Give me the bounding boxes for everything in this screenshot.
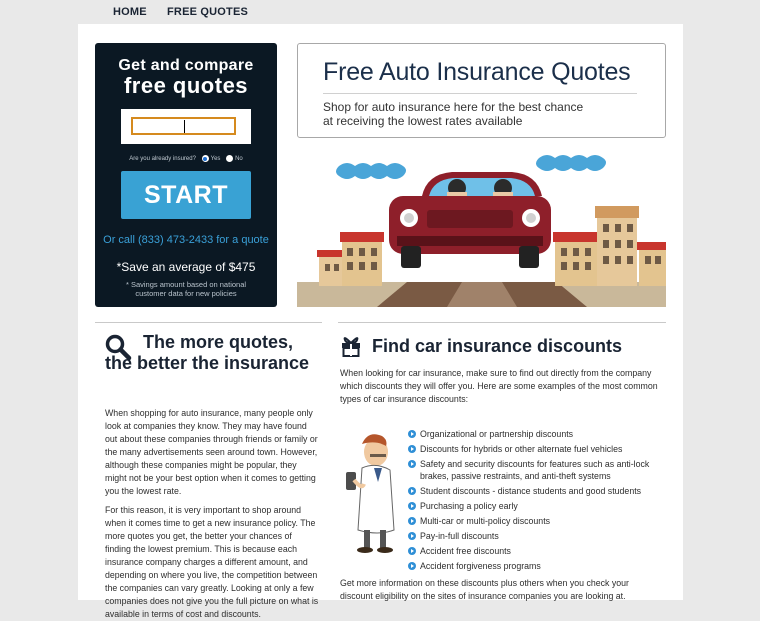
- arrow-right-circle-icon: [408, 532, 416, 540]
- more-quotes-heading-line2: the better the insurance: [105, 353, 310, 373]
- nav-home-link[interactable]: HOME: [113, 6, 147, 18]
- insured-no-radio[interactable]: [226, 155, 233, 162]
- top-nav: [0, 0, 760, 24]
- more-quotes-paragraph-2: For this reason, it is very important to shop around when it comes time to get a new insurance policy. The more quotes you get, the better your chances of finding the lowest premium. This is because each insurance company charges a different amount, and depending on where you live, the competition between the companies can vary greatly. Looking at only a few companies does not give you the full picture on what is available in terms of cost and discounts.: [105, 505, 319, 619]
- insured-question-label: Are you already insured?: [129, 156, 196, 163]
- insured-question-row: [95, 155, 277, 162]
- main-panel: [78, 24, 683, 619]
- text-cursor: [184, 120, 185, 133]
- page-title: Free Auto Insurance Quotes: [323, 58, 631, 86]
- arrow-right-circle-icon: [408, 562, 416, 570]
- savings-footnote-line1: * Savings amount based on national: [125, 280, 247, 289]
- save-average-text: *Save an average of $475: [116, 260, 256, 274]
- quote-box-heading-line1: Get and compare: [118, 57, 254, 74]
- list-item: Accident forgiveness programs: [408, 560, 658, 572]
- arrow-right-circle-icon: [408, 445, 416, 453]
- savings-footnote-line2: customer data for new policies: [135, 289, 237, 298]
- savings-footnote: [95, 280, 277, 298]
- list-item: Student discounts - distance students and good students: [408, 485, 658, 497]
- zip-input-wrapper: [121, 109, 251, 144]
- insured-yes-radio[interactable]: [202, 155, 209, 162]
- arrow-right-circle-icon: [408, 430, 416, 438]
- discounts-heading: Find car insurance discounts: [372, 336, 623, 356]
- arrow-right-circle-icon: [408, 487, 416, 495]
- list-item: Multi-car or multi-policy discounts: [408, 515, 658, 527]
- arrow-right-circle-icon: [408, 547, 416, 555]
- quote-box-heading-line2: free quotes: [123, 73, 249, 98]
- agent-character-illustration: [340, 432, 404, 557]
- discounts-outro: Get more information on these discounts plus others when you check your discount eligibility on the sites of insurance companies you are looking at.: [340, 578, 629, 601]
- call-for-quote-text: Or call (833) 473-2433 for a quote: [103, 234, 269, 246]
- arrow-right-circle-icon: [408, 502, 416, 510]
- nav-free-quotes-link[interactable]: FREE QUOTES: [167, 6, 249, 18]
- start-button[interactable]: START: [121, 171, 251, 219]
- gift-icon: [340, 335, 362, 357]
- list-item: Purchasing a policy early: [408, 500, 658, 512]
- more-quotes-heading: [105, 332, 320, 374]
- title-divider: [323, 93, 637, 94]
- list-item: Accident free discounts: [408, 545, 658, 557]
- insured-no-label: No: [235, 156, 243, 163]
- more-quotes-paragraph-1: When shopping for auto insurance, many people only look at companies they know. They may have found out about these companies through friends or family or the many advertisements seen around town. However, although these companies might be popular, they might not be your best option when it comes to getting you the lowest rate.: [105, 408, 318, 496]
- discounts-intro: When looking for car insurance, make sure to find out directly from the company which discounts they will offer you. Here are some examples of the most common types of car insurance discounts:: [340, 368, 658, 404]
- car-illustration-image: [297, 144, 666, 307]
- left-column-divider: [95, 322, 322, 323]
- page-subtitle: [323, 100, 583, 128]
- list-item: Safety and security discounts for features such as anti-lock brakes, passive restraints, and anti-theft systems: [408, 458, 658, 482]
- more-quotes-heading-line1: The more quotes,: [143, 332, 294, 352]
- quote-form-box: [95, 43, 277, 307]
- list-item: Pay-in-full discounts: [408, 530, 658, 542]
- arrow-right-circle-icon: [408, 517, 416, 525]
- car-street-illustration: [297, 144, 666, 307]
- discounts-list: [408, 428, 658, 575]
- page-subtitle-line1: Shop for auto insurance here for the best chance: [323, 100, 584, 114]
- list-item: Discounts for hybrids or other alternate fuel vehicles: [408, 443, 658, 455]
- arrow-right-circle-icon: [408, 460, 416, 468]
- page-title-box: [297, 43, 666, 138]
- list-item: Organizational or partnership discounts: [408, 428, 658, 440]
- page-subtitle-line2: at receiving the lowest rates available: [323, 114, 523, 128]
- insured-yes-label: Yes: [210, 156, 221, 163]
- right-column-divider: [338, 322, 666, 323]
